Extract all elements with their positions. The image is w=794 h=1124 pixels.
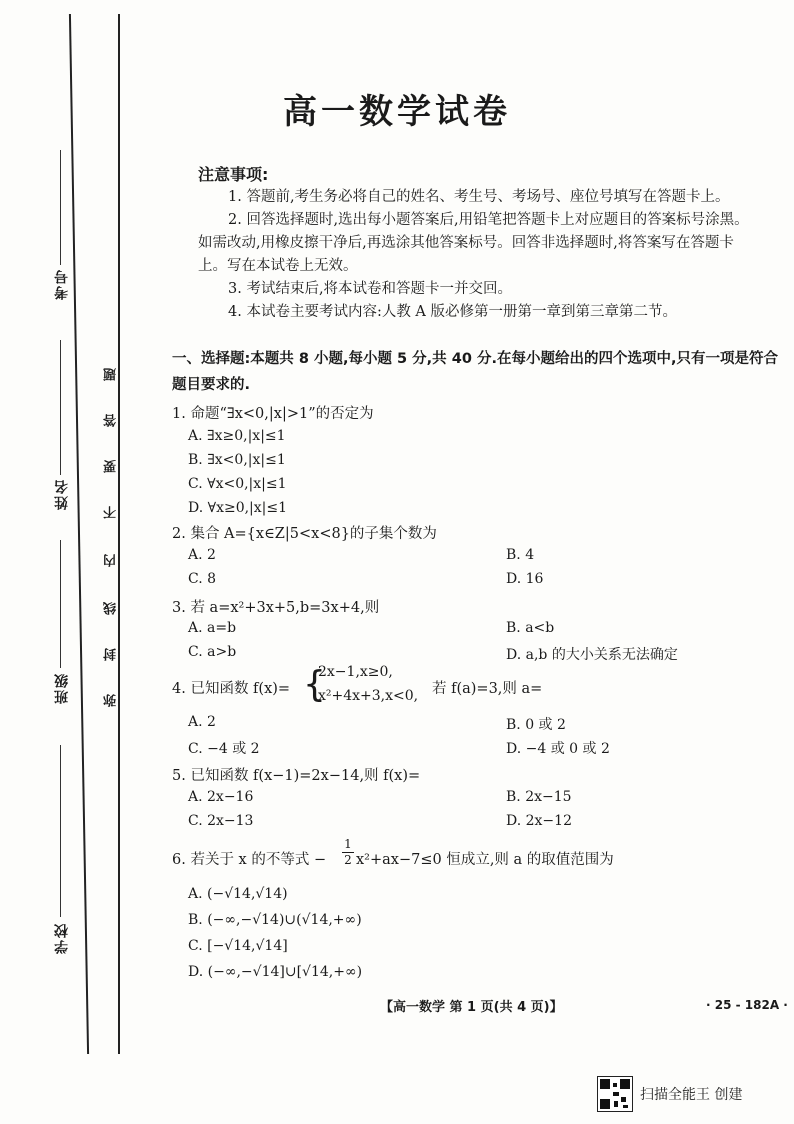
seal-char: 答 [104, 414, 119, 427]
binding-line-outer [69, 14, 89, 1054]
field-class-label: 班级 [54, 672, 70, 704]
question-4-option-c: C. −4 或 2 [188, 741, 260, 757]
seal-char: 题 [104, 368, 119, 381]
question-5-option-b: B. 2x−15 [506, 789, 572, 805]
field-name-label: 姓名 [54, 478, 70, 510]
question-4-piece-1: 2x−1,x≥0, [318, 664, 393, 680]
question-4-option-b: B. 0 或 2 [506, 717, 566, 733]
seal-char: 内 [104, 554, 119, 567]
question-1-option-b: B. ∃x<0,|x|≤1 [188, 452, 286, 468]
question-3-option-a: A. a=b [188, 620, 237, 636]
question-3-option-d: D. a,b 的大小关系无法确定 [506, 647, 678, 663]
question-3-option-c: C. a>b [188, 644, 237, 660]
question-4-piece-2: x²+4x+3,x<0, [318, 688, 419, 704]
question-6-option-d: D. (−∞,−√14]∪[√14,+∞) [188, 964, 363, 980]
scanner-watermark-text: 扫描全能王 创建 [640, 1087, 743, 1103]
question-2-option-b: B. 4 [506, 547, 535, 563]
question-5-option-a: A. 2x−16 [188, 789, 254, 805]
seal-char: 要 [104, 460, 119, 473]
fraction-numerator: 1 [344, 837, 352, 851]
question-6-option-c: C. [−√14,√14] [188, 938, 288, 954]
piecewise-brace: { [303, 664, 326, 705]
section-heading: 一、选择题:本题共 8 小题,每小题 5 分,共 40 分.在每小题给出的四个选项中,只有一项是符合题目要求的. [172, 351, 778, 393]
question-6-stem-suffix: x²+ax−7≤0 恒成立,则 a 的取值范围为 [356, 852, 614, 868]
field-school-label: 学校 [54, 922, 70, 954]
question-3-stem: 3. 若 a=x²+3x+5,b=3x+4,则 [172, 600, 380, 616]
seal-char: 不 [104, 506, 119, 519]
question-5-option-d: D. 2x−12 [506, 813, 572, 829]
question-5-option-c: C. 2x−13 [188, 813, 254, 829]
question-1-stem: 1. 命题“∃x<0,|x|>1”的否定为 [172, 406, 374, 422]
question-4-stem-prefix: 4. 已知函数 f(x)= [172, 681, 291, 697]
question-2-option-c: C. 8 [188, 571, 217, 587]
question-6-option-a: A. (−√14,√14) [188, 886, 288, 902]
seal-char: 封 [104, 648, 119, 661]
fraction-denominator: 2 [344, 853, 352, 867]
question-6-fraction [342, 838, 354, 867]
question-2-option-a: A. 2 [188, 547, 216, 563]
question-5-stem: 5. 已知函数 f(x−1)=2x−14,则 f(x)= [172, 768, 421, 784]
question-4-option-a: A. 2 [188, 714, 216, 730]
qr-code-icon [597, 1076, 633, 1112]
question-1-option-c: C. ∀x<0,|x|≤1 [188, 476, 287, 492]
notice-item: 1. 答题前,考生务必将自己的姓名、考生号、考场号、座位号填写在答题卡上。 [228, 189, 730, 205]
question-4-option-d: D. −4 或 0 或 2 [506, 741, 610, 757]
field-class-line[interactable] [60, 540, 61, 668]
question-1-option-d: D. ∀x≥0,|x|≤1 [188, 500, 288, 516]
notice-item: 4. 本试卷主要考试内容:人教 A 版必修第一册第一章到第三章第二节。 [228, 304, 678, 320]
seal-char: 弥 [104, 694, 119, 707]
page-footer-label: 【高一数学 第 1 页(共 4 页)】 [380, 1000, 563, 1015]
field-exam-number-line[interactable] [60, 150, 61, 265]
question-2-stem: 2. 集合 A={x∈Z|5<x<8}的子集个数为 [172, 526, 437, 542]
question-6-stem-prefix: 6. 若关于 x 的不等式 − [172, 852, 327, 868]
field-name-line[interactable] [60, 340, 61, 475]
field-school-line[interactable] [60, 745, 61, 917]
notice-item: 3. 考试结束后,将本试卷和答题卡一并交回。 [228, 281, 513, 297]
paper-code: · 25 - 182A · [706, 998, 788, 1012]
question-1-option-a: A. ∃x≥0,|x|≤1 [188, 428, 286, 444]
question-4-stem-suffix: 若 f(a)=3,则 a= [432, 681, 543, 697]
seal-char: 线 [104, 602, 119, 615]
question-3-option-b: B. a<b [506, 620, 555, 636]
binding-line-inner [118, 14, 120, 1054]
page-title: 高一数学试卷 [283, 92, 511, 132]
question-2-option-d: D. 16 [506, 571, 544, 587]
notice-item: 2. 回答选择题时,选出每小题答案后,用铅笔把答题卡上对应题目的答案标号涂黑。如需改动,用橡皮擦干净后,再选涂其他答案标号。回答非选择题时,将答案写在答题卡上。写在本试卷上无效。 [198, 212, 749, 274]
notice-heading: 注意事项: [198, 165, 269, 184]
field-exam-number-label: 考号 [54, 268, 70, 300]
question-6-option-b: B. (−∞,−√14)∪(√14,+∞) [188, 912, 362, 928]
